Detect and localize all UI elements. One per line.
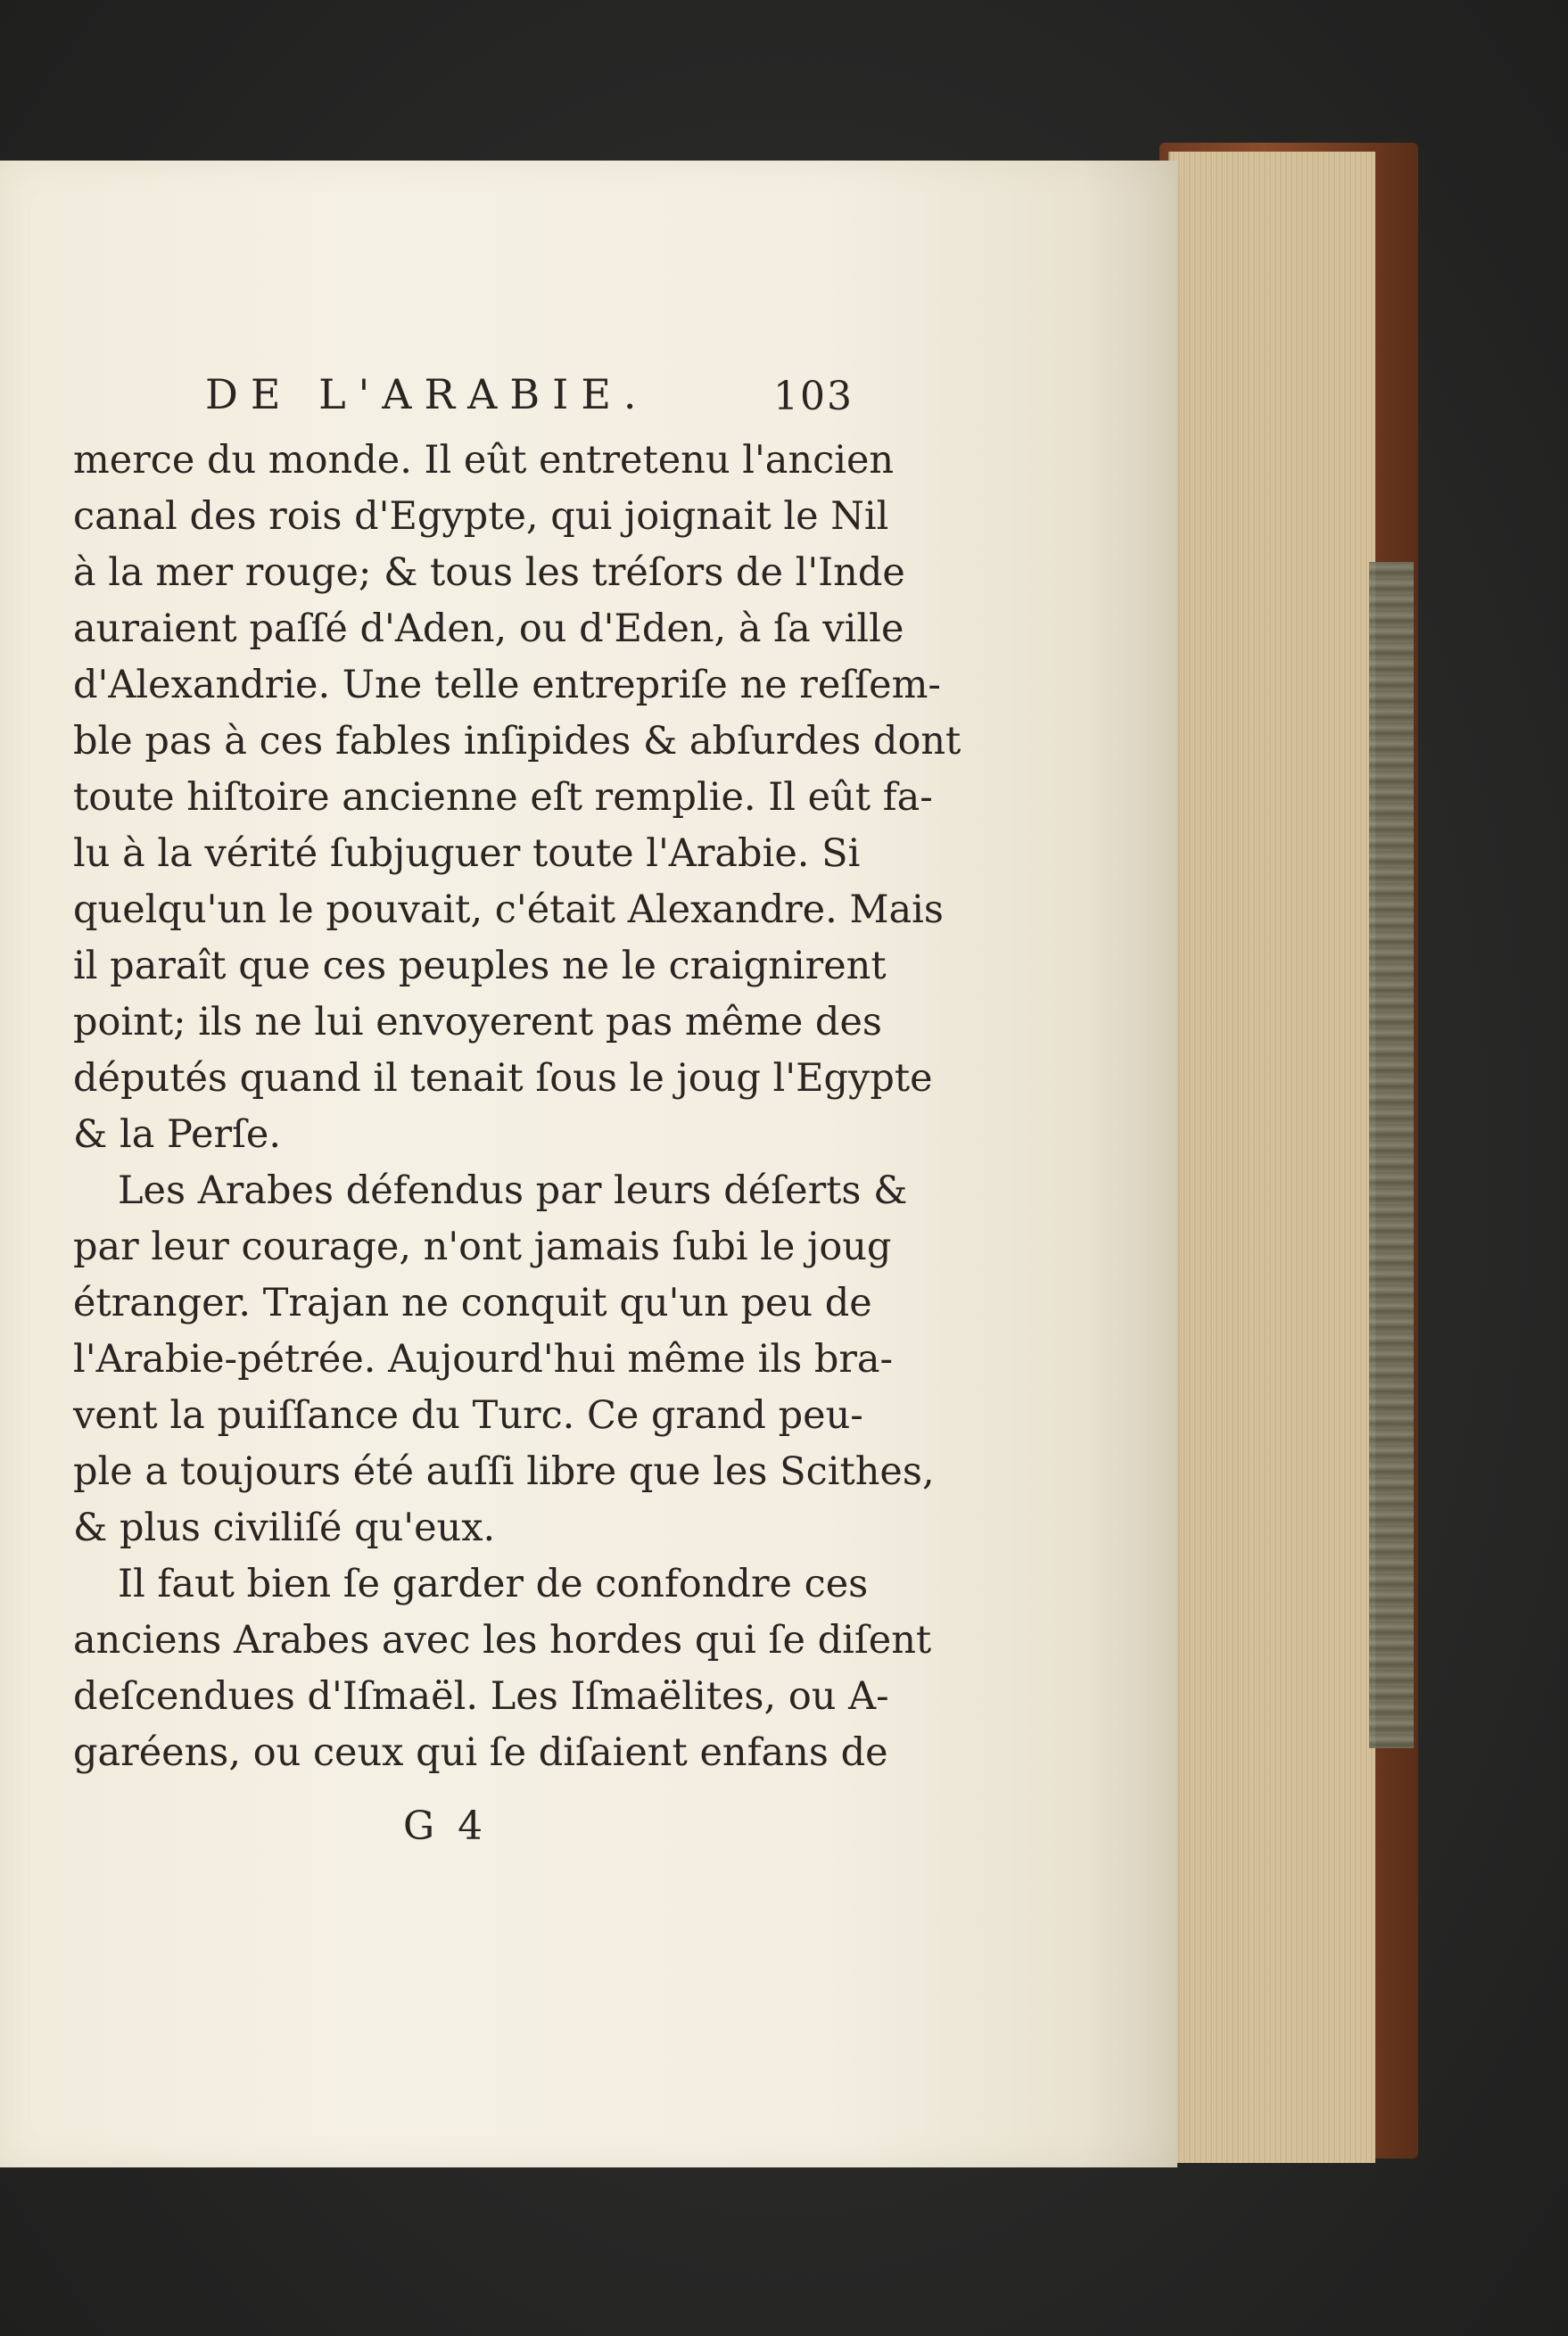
text-line: quelqu'un le pouvait, c'était Alexandre. Mais xyxy=(73,887,944,932)
text-line: anciens Arabes avec les hordes qui ſe diſent xyxy=(73,1618,932,1663)
text-line: & la Perſe. xyxy=(73,1112,282,1157)
text-line: l'Arabie-pétrée. Aujourd'hui même ils bra- xyxy=(73,1337,894,1382)
text-line: deſcendues d'Iſmaël. Les Iſmaëlites, ou A- xyxy=(73,1674,889,1719)
text-line: ble pas à ces fables inſipides & abſurdes dont xyxy=(73,719,961,764)
marbled-endpaper xyxy=(1369,562,1414,1748)
signature-mark: G 4 xyxy=(403,1804,489,1849)
running-head-title: DE L'ARABIE. xyxy=(205,370,649,418)
text-line: vent la puiſſance du Turc. Ce grand peu- xyxy=(73,1393,863,1438)
text-line: auraient paſſé d'Aden, ou d'Eden, à ſa ville xyxy=(73,607,904,651)
text-line: merce du monde. Il eût entretenu l'ancien xyxy=(73,438,895,483)
paragraph-1 xyxy=(73,433,961,1163)
text-line: d'Alexandrie. Une telle entrepriſe ne reſſem- xyxy=(73,663,941,707)
text-line: toute hiſtoire ancienne eſt remplie. Il eût fa- xyxy=(73,775,933,820)
text-line: à la mer rouge; & tous les tréſors de l'Inde xyxy=(73,550,905,595)
text-line: lu à la vérité ſubjuguer toute l'Arabie. Si xyxy=(73,831,861,876)
text-line: garéens, ou ceux qui ſe diſaient enfans de xyxy=(73,1730,888,1775)
text-block xyxy=(73,361,961,1781)
paragraph-2 xyxy=(73,1163,935,1556)
text-line: il paraît que ces peuples ne le craignirent xyxy=(73,944,887,988)
page-number: 103 xyxy=(773,374,854,419)
text-line: & plus civiliſé qu'eux. xyxy=(73,1506,496,1550)
text-line: point; ils ne lui envoyerent pas même des xyxy=(73,1000,882,1044)
text-line: Les Arabes défendus par leurs déſerts & xyxy=(118,1168,908,1213)
text-line: par leur courage, n'ont jamais ſubi le joug xyxy=(73,1225,892,1269)
paragraph-3 xyxy=(73,1556,932,1781)
text-line: étranger. Trajan ne conquit qu'un peu de xyxy=(73,1281,872,1325)
text-line: députés quand il tenait ſous le joug l'Egypte xyxy=(73,1056,933,1101)
text-line: ple a toujours été auſſi libre que les Scithes, xyxy=(73,1449,935,1494)
page-edges xyxy=(1168,152,1375,2163)
running-head xyxy=(73,361,854,433)
text-line: Il faut bien ſe garder de confondre ces xyxy=(118,1562,869,1606)
text-line: canal des rois d'Egypte, qui joignait le Nil xyxy=(73,494,889,539)
